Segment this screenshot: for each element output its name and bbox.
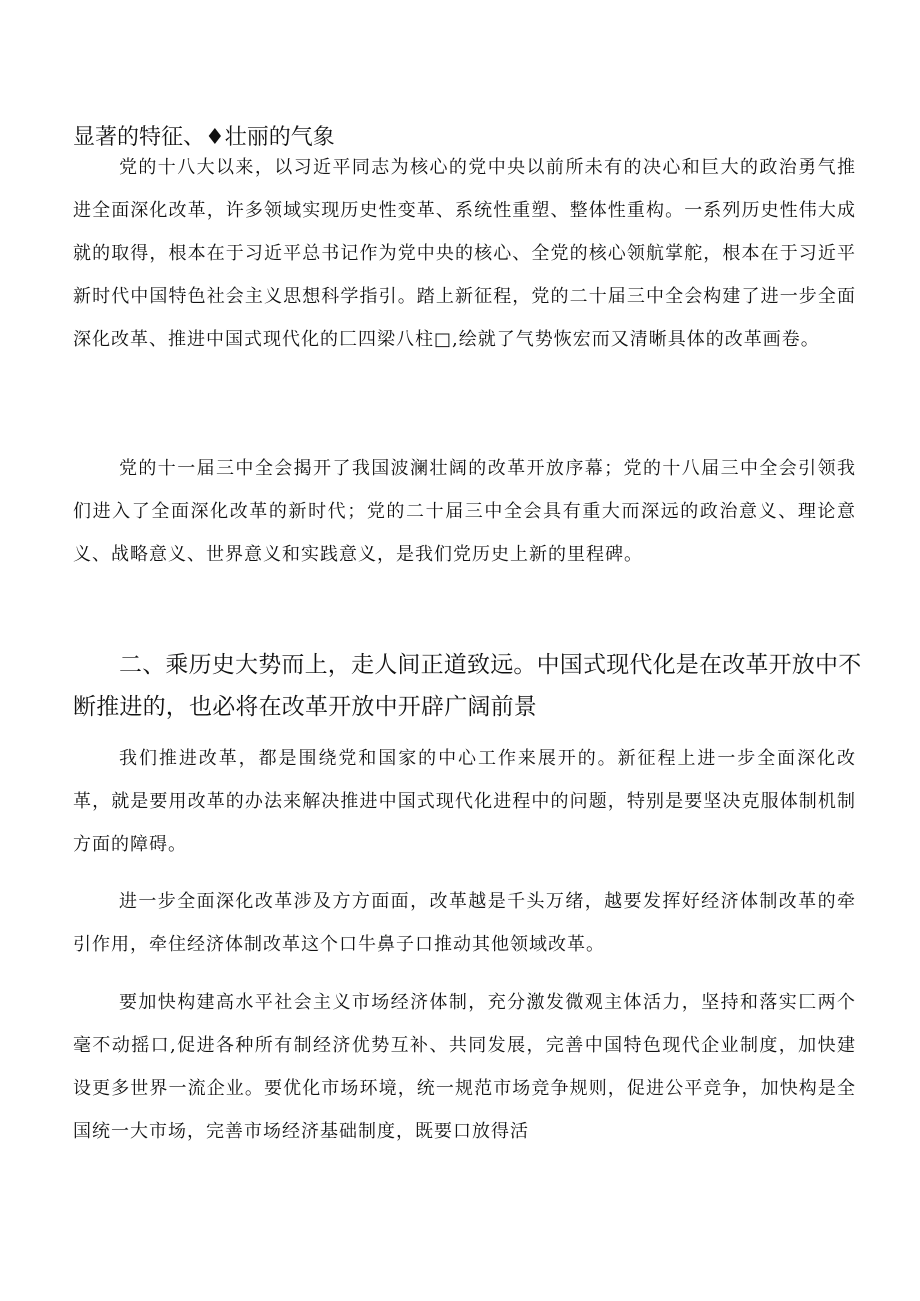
paragraph-economic-reform: 进一步全面深化改革涉及方方面面，改革越是千头万绪，越要发挥好经济体制改革的牵引作用，牵住经济体制改革这个口牛鼻子口推动其他领域改革。 <box>73 891 856 955</box>
paragraph-central-work: 我们推进改革，都是围绕党和国家的中心工作来展开的。新征程上进一步全面深化改革，就是要用改革的办法来解决推进中国式现代化进程中的问题，特别是要坚决克服体制机制方面的障碍。 <box>73 748 856 855</box>
section-heading-continued: 显著的特征、♦壮丽的气象 <box>73 125 335 150</box>
paragraph-plenary-sessions: 党的十一届三中全会揭开了我国波澜壮阔的改革开放序幕；党的十八届三中全会引领我们进入了全面深化改革的新时代；党的二十届三中全会具有重大而深远的政治意义、理论意义、战略意义、世界意义和实践意义，是我们党历史上新的里程碑。 <box>73 458 856 565</box>
paragraph-market-economy: 要加快构建高水平社会主义市场经济体制，充分激发微观主体活力，坚持和落实匚两个毫不动摇口,促进各种所有制经济优势互补、共同发展，完善中国特色现代企业制度，加快建设更多世界一流企业。要优化市场环境，统一规范市场竞争规则，促进公平竞争，加快构是全国统一大市场，完善市场经济基础制度，既要口放得活 <box>73 992 856 1142</box>
paragraph-reform-achievements: 党的十八大以来，以习近平同志为核心的党中央以前所未有的决心和巨大的政治勇气推进全面深化改革，许多领域实现历史性变革、系统性重塑、整体性重构。一系列历史性伟大成就的取得，根本在于习近平总书记作为党中央的核心、全党的核心领航掌舵，根本在于习近平新时代中国特色社会主义思想科学指引。踏上新征程，党的二十届三中全会构建了进一步全面深化改革、推进中国式现代化的匚四梁八柱□,绘就了气势恢宏而又清晰具体的改革画卷。 <box>73 157 856 350</box>
section-heading-two: 二、乘历史大势而上，走人间正道致远。中国式现代化是在改革开放中不断推进的，也必将在改革开放中开辟广阔前景 <box>73 652 862 720</box>
